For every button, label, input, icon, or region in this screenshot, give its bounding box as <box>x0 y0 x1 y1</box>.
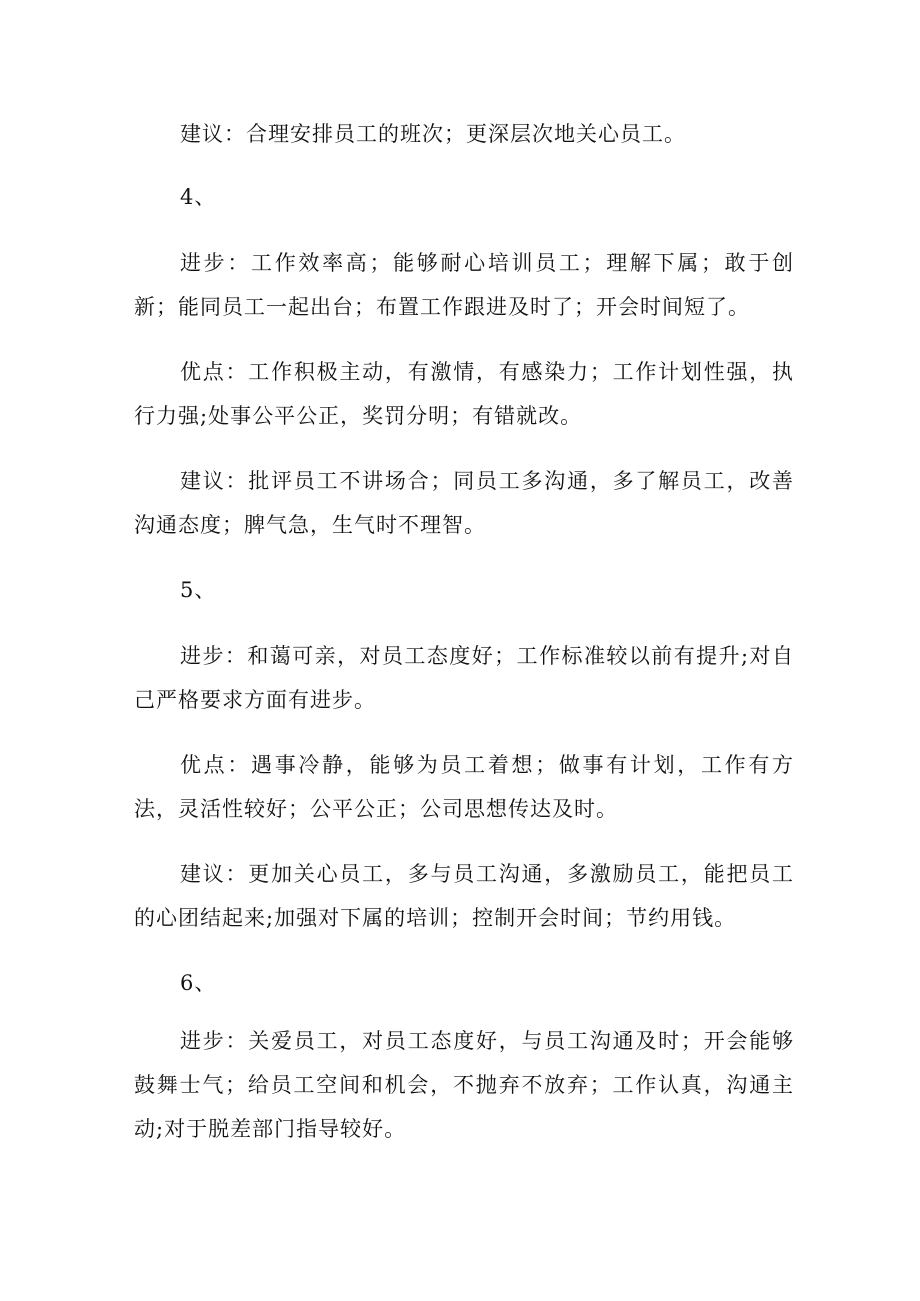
paragraph-progress-5: 进步：和蔼可亲，对员工态度好；工作标准较以前有提升;对自己严格要求方面有进步。 <box>134 644 794 712</box>
paragraph-suggestion-4: 建议：批评员工不讲场合；同员工多沟通，多了解员工，改善沟通态度；脾气急，生气时不理智。 <box>134 469 794 537</box>
paragraph-strengths-5: 优点：遇事冷静，能够为员工着想；做事有计划，工作有方法，灵活性较好；公平公正；公司思想传达及时。 <box>134 753 794 821</box>
section-heading-4: 4、 <box>180 185 217 209</box>
paragraph-progress-6: 进步：关爱员工，对员工态度好，与员工沟通及时；开会能够鼓舞士气；给员工空间和机会，不抛弃不放弃；工作认真，沟通主动;对于脱差部门指导较好。 <box>134 1029 794 1141</box>
paragraph-strengths-4: 优点：工作积极主动，有激情，有感染力；工作计划性强，执行力强;处事公平公正，奖罚分明；有错就改。 <box>134 360 794 428</box>
paragraph-suggestion-5: 建议：更加关心员工，多与员工沟通，多激励员工，能把员工的心团结起来;加强对下属的培训；控制开会时间；节约用钱。 <box>134 862 794 930</box>
section-heading-5: 5、 <box>180 578 217 602</box>
section-heading-6: 6、 <box>180 971 217 995</box>
paragraph-progress-4: 进步：工作效率高；能够耐心培训员工；理解下属；敢于创新；能同员工一起出台；布置工作跟进及时了；开会时间短了。 <box>134 251 794 319</box>
paragraph-suggestion-3: 建议：合理安排员工的班次；更深层次地关心员工。 <box>180 122 686 146</box>
